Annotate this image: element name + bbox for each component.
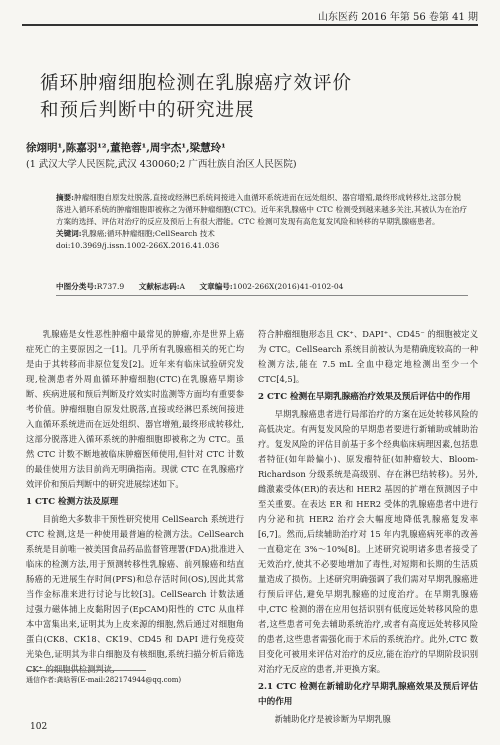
footnote xyxy=(26,670,244,685)
early-stage-paragraph: 早期乳腺癌患者进行局部治疗的方案在远处转移风险的高低决定。有两复发风险的早期患者要进行新辅助或辅助治疗。复发风险的评估目前基于多个经典临床病理因素,包括患者特征(如年龄偏小)、原发瘤特征(如肿瘤较大、Bloom-Richardson 分级系统是高级别、存在淋巴结转移)。另外,雌激素受体(ER)的表达和 HER2 基因的扩增在预测因子中至关重要。在表达 ER 和 HER2 受体的乳腺癌患者中进行内分泌和抗 HER2 治疗会大幅度地降低乳腺癌复发率[6,7]。然而,后续辅助治疗对 15 年内乳腺癌病死率的改善一直稳定在 3%～10%[8]。上述研究说明诸多患者接受了无效治疗,使其不必要地增加了毒性,对短期和长期的生活质量造成了损伤。上述研究明确强调了我们需对早期乳腺癌进行预后评估,避免早期乳腺癌的过度治疗。在早期乳腺癌中,CTC 检测的潜在应用包括识别有低度远处转移风险的患者,这些患者可免去辅助系统治疗,或者有高度远处转移风险的患者,这些患者需强化而于术后的系统治疗。此外,CTC 数目变化可被用来评估对治疗的反应,能在治疗的早期阶段识别对治疗无反应的患者,并更换方案。 xyxy=(258,409,478,674)
keywords: 乳腺癌;循环肿瘤细胞;CellSearch 技术 xyxy=(81,229,215,238)
method-paragraph: 目前绝大多数非干预性研究使用 CellSearch 系统进行 CTC 检测,这是一种使用最普遍的检测方法。CellSearch 系统是目前唯一被美国食品药品监督管理署(FDA)批准进入临床的检测方法,用于预测转移性乳腺癌、前列腺癌和结直肠癌的无进展生存时间(PFS)和总存活时间(OS),因此其常当作金标准来进行讨论与比较[3]。CellSearch 计数法通过强力磁体捕上皮黏附因子(EpCAM)阳性的 CTC 从血样本中富集出来,证明其为上皮来源的细胞,然后通过对细胞角蛋白(CK8、CK18、CK19、CD45 和 DAPI 进行免疫荧光染色,证明其为非白细胞及有核细胞,系统扫描分析后筛选 CK⁺ 的细胞供检测判读, xyxy=(26,514,244,674)
clc-code: R737.9 xyxy=(96,282,125,291)
keywords-label: 关键词: xyxy=(56,229,82,238)
body-column-right xyxy=(258,327,478,727)
affiliation: (1 武汉大学人民医院,武汉 430060;2 广西壮族自治区人民医院) xyxy=(26,159,297,170)
title-line-1: 循环肿瘤细胞检测在乳腺癌疗效评价 xyxy=(40,73,353,94)
article-no-label: 文章编号: xyxy=(199,282,233,291)
running-header xyxy=(0,0,500,26)
author-list: 徐翊明¹,陈嘉羽¹²,董艳蓉¹,周宇杰¹,梁慧玲¹ xyxy=(26,142,226,154)
doi: doi:10.3969/j.issn.1002-266X.2016.41.036 xyxy=(56,241,220,250)
body-column-left xyxy=(26,327,244,677)
footnote-rule xyxy=(26,670,146,671)
article-no: 1002-266X(2016)41-0102-04 xyxy=(232,282,344,291)
page-number: 102 xyxy=(30,722,48,732)
clc-label: 中图分类号: xyxy=(56,282,97,291)
abstract xyxy=(56,192,468,252)
abstract-text: 肿瘤细胞自原发灶脱落,直接或经淋巴系统间接进入血循环系统进而在远处组织、器官增殖,最终形成转移灶,这部分脱落进入循环系统的肿瘤细胞即被称之为循环肿瘤细胞(CTC)。近年来乳腺癌中 CTC 检测受到越来越多关注,其被认为在治疗方案的选择、评估对治疗的反应及预后上有很大潜能。CTC 检测可发现有高危复发风险和转移的早期乳腺癌患者。 xyxy=(56,193,468,226)
abstract-label: 摘要: xyxy=(56,193,74,202)
section-heading-2: 2 CTC 检测在早期乳腺癌治疗效果及预后评估中的作用 xyxy=(258,392,471,402)
doc-code: A xyxy=(179,282,185,291)
doc-code-label: 文献标志码: xyxy=(138,282,180,291)
article-title xyxy=(40,70,460,124)
neoadjuvant-paragraph: 新辅助化疗是被诊断为早期乳腺 xyxy=(274,714,391,724)
header-rule xyxy=(22,24,478,26)
corresponding-author: 通信作者:龚晗蓉(E-mail:282174944@qq.com) xyxy=(26,676,182,684)
journal-issue: 山东医药 2016 年第 56 卷第 41 期 xyxy=(318,12,478,23)
continued-paragraph: 符合肿瘤细胞形态且 CK⁺、DAPI⁺、CD45⁻ 的细胞被定义为 CTC。CellSearch 系统目前被认为是精确度较高的一种检测方法,能在 7.5 mL 全血中稳定地检测出至少一个 CTC[4,5]。 xyxy=(258,329,478,384)
intro-paragraph: 乳腺癌是女性恶性肿瘤中最常见的肿瘤,亦是世界上癌症死亡的主要原因之一[1]。几乎所有乳腺癌相关的死亡均是由于其转移而非原位复发[2]。近年来有临床试验研究发现,检测患者外周血循环肿瘤细胞(CTC)在乳腺癌早期诊断、疾病进展和预后判断及疗效实时监测等方面均有重要参考价值。肿瘤细胞自原发灶脱落,直接或经淋巴系统间接进入血循环系统进而在远处组织、器官增殖,最终形成转移灶,这部分脱落进入循环系统的肿瘤细胞即被称之为 CTC。虽然 CTC 计数不断地被临床肿瘤医师使用,但针对 CTC 计数的最佳使用方法目前尚无明确指南。现就 CTC 在乳腺癌疗效评价和预后判断中的研究进展综述如下。 xyxy=(26,329,244,489)
title-line-2: 和预后判断中的研究进展 xyxy=(40,100,255,121)
subsection-heading-2-1: 2.1 CTC 检测在新辅助化疗早期乳腺癌效果及预后评估中的作用 xyxy=(258,682,478,707)
classification-line xyxy=(56,281,468,299)
section-heading-1: 1 CTC 检测方法及原理 xyxy=(26,497,119,507)
meta-rule xyxy=(56,295,468,296)
